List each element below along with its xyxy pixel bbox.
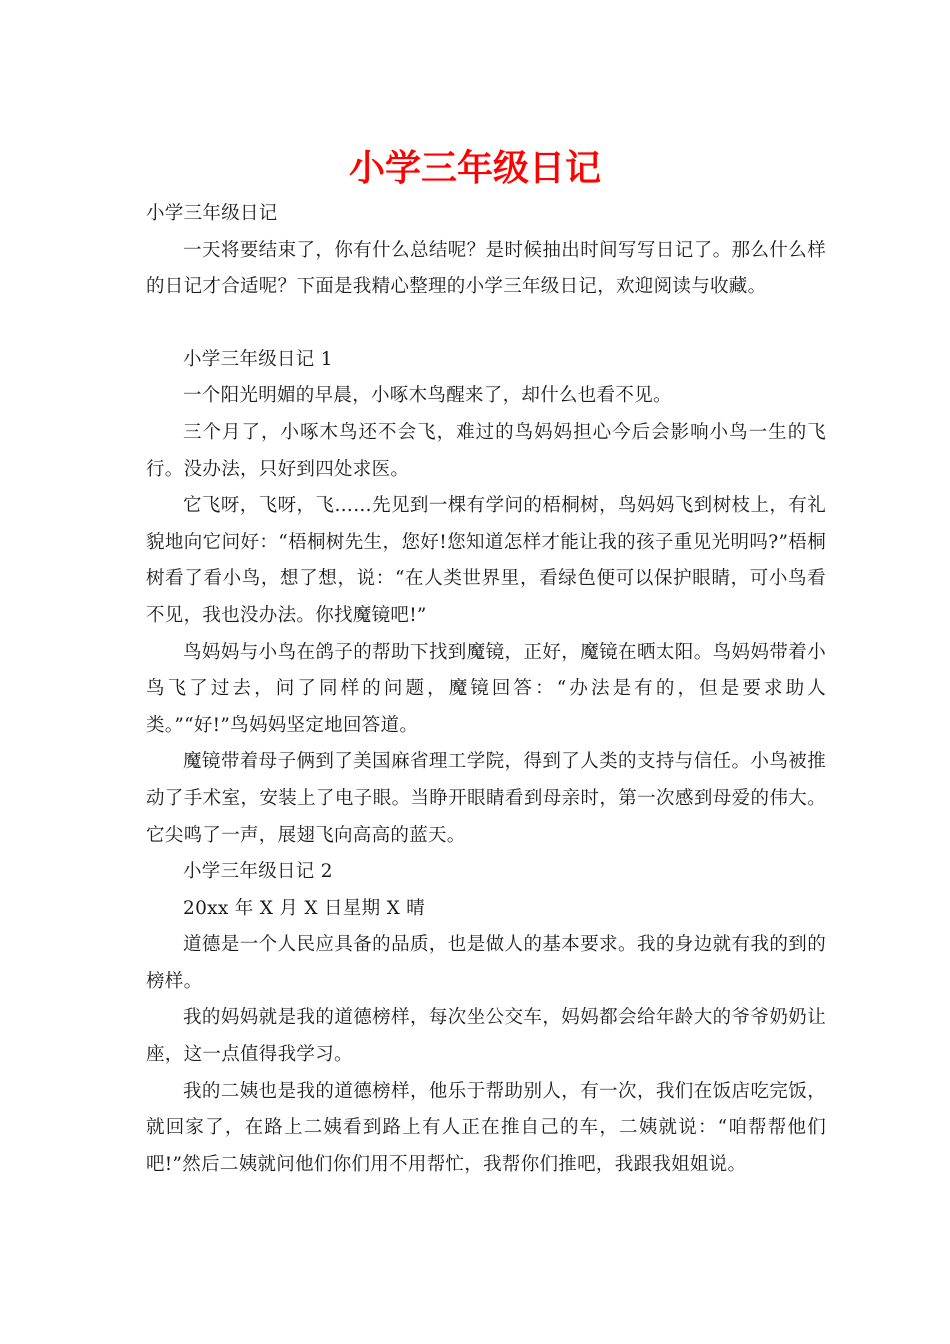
document-title: 小学三年级日记: [348, 148, 601, 189]
diary-2-heading: 小学三年级日记 2: [183, 861, 333, 883]
diary-1-paragraph: 三个月了，小啄木鸟还不会飞，难过的鸟妈妈担心今后会影响小鸟一生的飞行。没办法，只好到四处求医。: [146, 421, 826, 480]
paragraph-spacer: [146, 306, 826, 342]
intro-paragraph: 一天将要结束了，你有什么总结呢？是时候抽出时间写写日记了。那么什么样的日记才合适呢？下面是我精心整理的小学三年级日记，欢迎阅读与收藏。: [146, 239, 826, 298]
diary-1-paragraph: 一个阳光明媚的早晨，小啄木鸟醒来了，却什么也看不见。: [183, 385, 672, 407]
diary-2-paragraph: 我的妈妈就是我的道德榜样，每次坐公交车，妈妈都会给年龄大的爷爷奶奶让座，这一点值得我学习。: [146, 1007, 826, 1066]
diary-1-heading: 小学三年级日记 1: [183, 348, 333, 370]
diary-1-paragraph: 它飞呀，飞呀，飞……先见到一棵有学问的梧桐树，鸟妈妈飞到树枝上，有礼貌地向它问好：“梧桐树先生，您好!您知道怎样才能让我的孩子重见光明吗?”梧桐树看了看小鸟，想了想，说：“在人类世界里，看绿色便可以保护眼睛，可小鸟看不见，我也没办法。你找魔镜吧!”: [146, 495, 826, 626]
intro-heading: 小学三年级日记: [146, 203, 278, 224]
diary-2-paragraph: 道德是一个人民应具备的品质，也是做人的基本要求。我的身边就有我的到的榜样。: [146, 934, 826, 992]
diary-1-paragraph: 魔镜带着母子俩到了美国麻省理工学院，得到了人类的支持与信任。小鸟被推动了手术室，安装上了电子眼。当睁开眼睛看到母亲时，第一次感到母爱的伟大。它尖鸣了一声，展翅飞向高高的蓝天。: [146, 751, 826, 846]
document-body: [146, 196, 826, 1183]
diary-2-paragraph: 我的二姨也是我的道德榜样，他乐于帮助别人，有一次，我们在饭店吃完饭，就回家了，在路上二姨看到路上有人正在推自己的车，二姨就说：“咱帮帮他们吧!”然后二姨就问他们你们用不用帮忙，我帮你们推吧，我跟我姐姐说。: [146, 1080, 826, 1175]
diary-2-date: 20xx 年 X 月 X 日星期 X 晴: [183, 897, 426, 919]
diary-1-paragraph: 鸟妈妈与小鸟在鸽子的帮助下找到魔镜，正好，魔镜在晒太阳。鸟妈妈带着小鸟飞了过去，问了同样的问题，魔镜回答：“办法是有的，但是要求助人类。”“好!”鸟妈妈坚定地回答道。: [146, 641, 826, 736]
